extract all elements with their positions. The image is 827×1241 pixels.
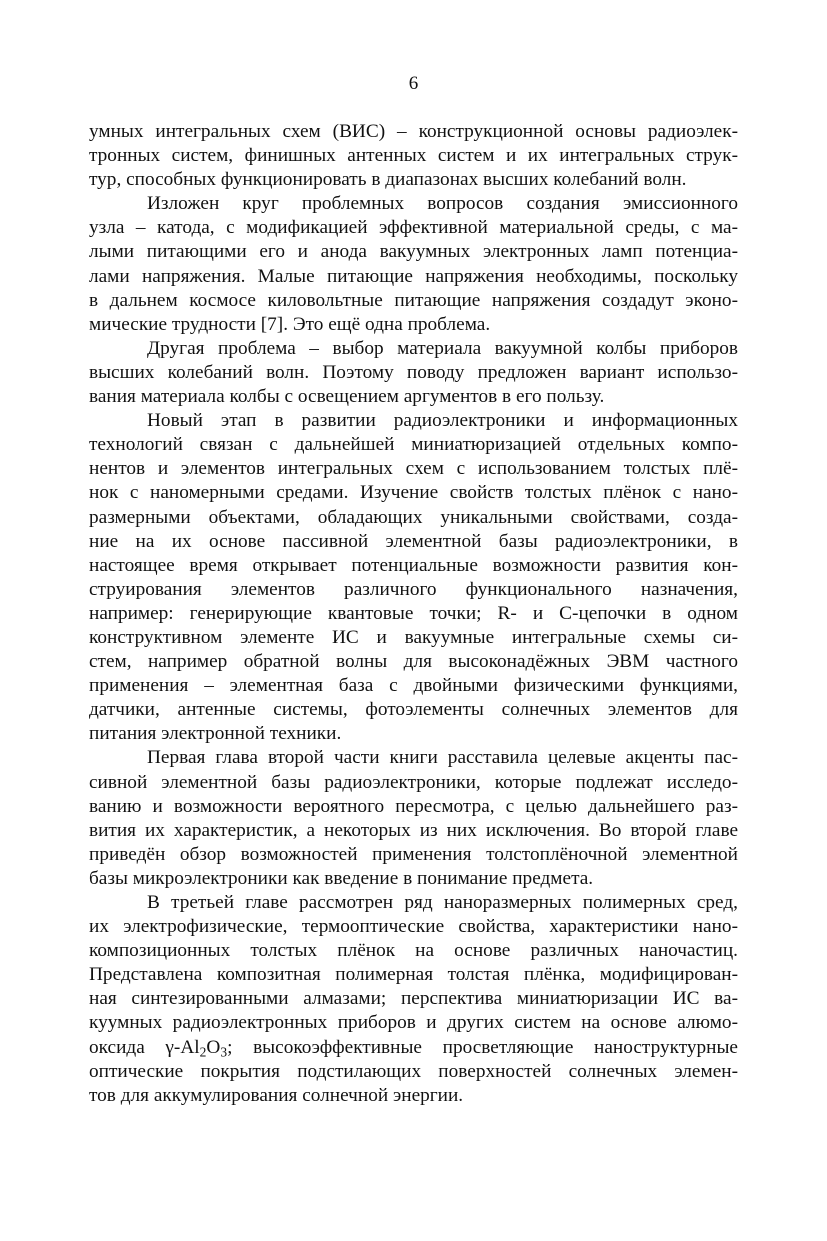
text-line: вания материала колбы с освещением аргументов в его пользу. bbox=[89, 386, 605, 408]
text-line: применения – элементная база с двойными физическими функциями, bbox=[89, 675, 738, 697]
text-line: приведён обзор возможностей применения толстоплёночной элементной bbox=[89, 843, 738, 865]
text-line: например: генерирующие квантовые точки; R- и C-цепочки в одном bbox=[89, 602, 738, 624]
subscript: 3 bbox=[220, 1043, 228, 1059]
formula-line bbox=[89, 1036, 738, 1060]
text-line: базы микроэлектроники как введение в понимание предмета. bbox=[89, 867, 594, 889]
text-line: в дальнем космосе киловольтные питающие напряжения создадут эконо- bbox=[89, 289, 738, 311]
text-line: узла – катода, с модификацией эффективной материальной среды, с ма- bbox=[89, 217, 738, 239]
paragraph-p4 bbox=[89, 409, 738, 746]
paragraph-p5 bbox=[89, 746, 738, 891]
text-line: струирования элементов различного функционального назначения, bbox=[89, 578, 738, 600]
text-line: Изложен круг проблемных вопросов создания эмиссионного bbox=[147, 193, 738, 215]
paragraph-p2 bbox=[89, 192, 738, 337]
text-line: Представлена композитная полимерная толстая плёнка, модифицирован- bbox=[89, 964, 738, 986]
paragraph-p1 bbox=[89, 120, 738, 192]
text-line: размерными объектами, обладающих уникальными свойствами, созда- bbox=[89, 506, 738, 528]
text-fragment: ; высокоэффективные просветляющие наноструктурные bbox=[227, 1036, 738, 1058]
text-line: ная синтезированными алмазами; перспектива миниатюризации ИС ва- bbox=[89, 988, 738, 1010]
text-line: датчики, антенные системы, фотоэлементы солнечных элементов для bbox=[89, 699, 738, 721]
body-text bbox=[89, 120, 738, 1108]
text-line: ванию и возможности вероятного пересмотра, с целью дальнейшего раз- bbox=[89, 795, 738, 817]
text-line: умных интегральных схем (ВИС) – конструкционной основы радиоэлек- bbox=[89, 121, 738, 142]
text-line: ние на их основе пассивной элементной базы радиоэлектроники, в bbox=[89, 530, 738, 552]
text-line: лыми питающими его и анода вакуумных электронных ламп потенциа- bbox=[89, 241, 738, 263]
text-line: мические трудности [7]. Это ещё одна проблема. bbox=[89, 313, 491, 335]
paragraph-p3 bbox=[89, 337, 738, 409]
text-line: лами напряжения. Малые питающие напряжения необходимы, поскольку bbox=[89, 265, 738, 287]
text-line: вития их характеристик, а некоторых из них исключения. Во второй главе bbox=[89, 819, 738, 841]
text-line: настоящее время открывает потенциальные возможности развития кон- bbox=[89, 554, 738, 576]
paragraph-p6 bbox=[89, 891, 738, 1108]
text-line: Первая глава второй части книги расставила целевые акценты пас- bbox=[147, 747, 738, 769]
text-line: нентов и элементов интегральных схем с использованием толстых плё- bbox=[89, 458, 738, 480]
text-line: сивной элементной базы радиоэлектроники, которые подлежат исследо- bbox=[89, 771, 738, 793]
text-line: Новый этап в развитии радиоэлектроники и информационных bbox=[147, 410, 738, 432]
text-line: высших колебаний волн. Поэтому поводу предложен вариант использо- bbox=[89, 361, 738, 383]
text-line: оптические покрытия подстилающих поверхностей солнечных элемен- bbox=[89, 1060, 738, 1082]
text-fragment: O bbox=[206, 1036, 221, 1058]
text-line: куумных радиоэлектронных приборов и других систем на основе алюмо- bbox=[89, 1012, 738, 1034]
text-line: стем, например обратной волны для высоконадёжных ЭВМ частного bbox=[89, 651, 738, 673]
page-number: 6 bbox=[408, 73, 419, 94]
text-fragment: оксида γ-Al bbox=[89, 1036, 200, 1058]
text-line: тур, способных функционировать в диапазонах высших колебаний волн. bbox=[89, 169, 687, 191]
text-line: тов для аккумулирования солнечной энергии. bbox=[89, 1084, 464, 1106]
text-line: композиционных толстых плёнок на основе различных наночастиц. bbox=[89, 940, 738, 962]
text-line: В третьей главе рассмотрен ряд наноразмерных полимерных сред, bbox=[147, 892, 738, 913]
text-line: Другая проблема – выбор материала вакуумной колбы приборов bbox=[147, 337, 738, 359]
subscript: 2 bbox=[199, 1043, 207, 1059]
text-line: тронных систем, финишных антенных систем и их интегральных струк- bbox=[89, 145, 738, 167]
text-line: конструктивном элементе ИС и вакуумные интегральные схемы си- bbox=[89, 626, 738, 648]
text-line: питания электронной техники. bbox=[89, 723, 342, 745]
text-line: их электрофизические, термооптические свойства, характеристики нано- bbox=[89, 916, 738, 938]
text-line: нок с наномерными средами. Изучение свойств толстых плёнок с нано- bbox=[89, 482, 738, 504]
text-line: технологий связан с дальнейшей миниатюризацией отдельных компо- bbox=[89, 434, 738, 456]
